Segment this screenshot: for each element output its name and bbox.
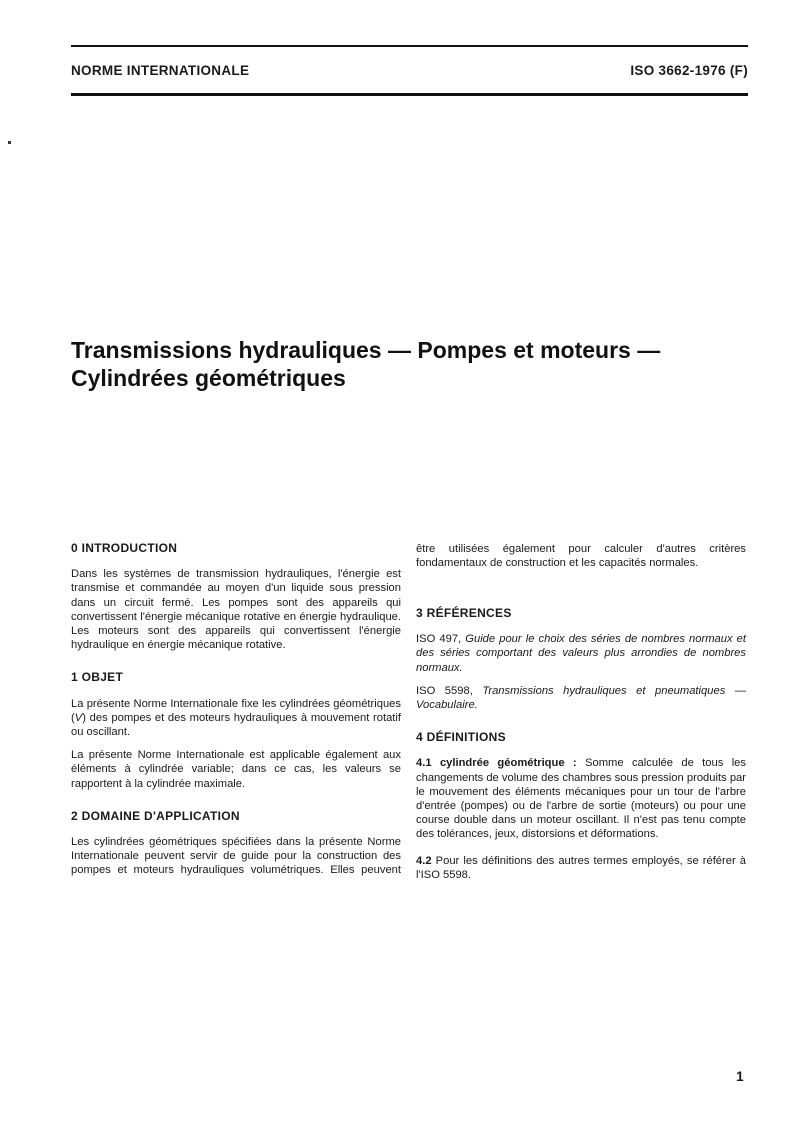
domaine-text: Les cylindrées géométriques spécifiées dans la présente Norme Internationale peuvent servir de guide pour la construction des pompes et moteurs hydrauliques volumétriques. Elles peuvent [71, 836, 401, 877]
left-column [71, 541, 401, 886]
objet-paragraph-1: La présente Norme Internationale fixe les cylindrées géométriques (V) des pompes et des moteurs hydrauliques à mouvement rotatif ou oscillant. [71, 697, 401, 739]
section-heading-references: 3 RÉFÉRENCES [416, 606, 512, 620]
section-heading-objet: 1 OBJET [71, 670, 124, 685]
definition-4-1: 4.1 cylindrée géométrique : Somme calculée de tous les changements de volume des chambres sous pression produits par le mouvement des éléments mécaniques pour un tour de l'arbre d'entrée (pompes) ou de l'arbre de sortie (moteurs) ou pour une course double dans un moteur oscillant. Il n'est pas tenu compte des tolérances, jeux, distorsions et déformations. [416, 757, 747, 841]
objet-paragraph-2: La présente Norme Internationale est applicable également aux éléments à cylindrée variable; dans ce cas, les valeurs se rapportent à la cylindrée maximale. [71, 749, 401, 790]
page-number: 1 [736, 1068, 744, 1084]
definition-4-2: 4.2 Pour les définitions des autres termes employés, se référer à l'ISO 5598. [416, 854, 746, 881]
section-heading-introduction: 0 INTRODUCTION [71, 541, 178, 555]
section-heading-domaine: 2 DOMAINE D'APPLICATION [71, 808, 240, 823]
section-heading-definitions: 4 DÉFINITIONS [416, 730, 506, 745]
domaine-text-continued: être utilisées également pour calculer d'autres critères fondamentaux de construction et les capacités normales. [416, 542, 746, 569]
title-line-2: Cylindrées géométriques [71, 365, 346, 391]
standard-type: NORME INTERNATIONALE [71, 63, 250, 78]
top-rule [71, 45, 748, 47]
standard-reference: ISO 3662-1976 (F) [630, 63, 748, 78]
right-column [416, 541, 746, 891]
reference-iso-497: ISO 497, Guide pour le choix des séries de nombres normaux et des séries comportant des valeurs plus arrondies de nombres normaux. [416, 633, 746, 674]
document-title [71, 336, 731, 392]
title-line-1: Transmissions hydrauliques — Pompes et moteurs — [71, 337, 661, 363]
header-rule [71, 93, 748, 96]
scan-mark [8, 141, 11, 144]
reference-iso-5598: ISO 5598, Transmissions hydrauliques et pneumatiques — Vocabulaire. [416, 684, 747, 712]
introduction-text: Dans les systèmes de transmission hydrauliques, l'énergie est transmise et commandée au moyen d'un liquide sous pression dans un circuit fermé. Les pompes sont des appareils qui convertissent l'énergie mécanique rotative en énergie hydraulique. Les moteurs sont des appareils qui convertissent l'énergie hydraulique en énergie mécanique rotative. [71, 568, 401, 652]
